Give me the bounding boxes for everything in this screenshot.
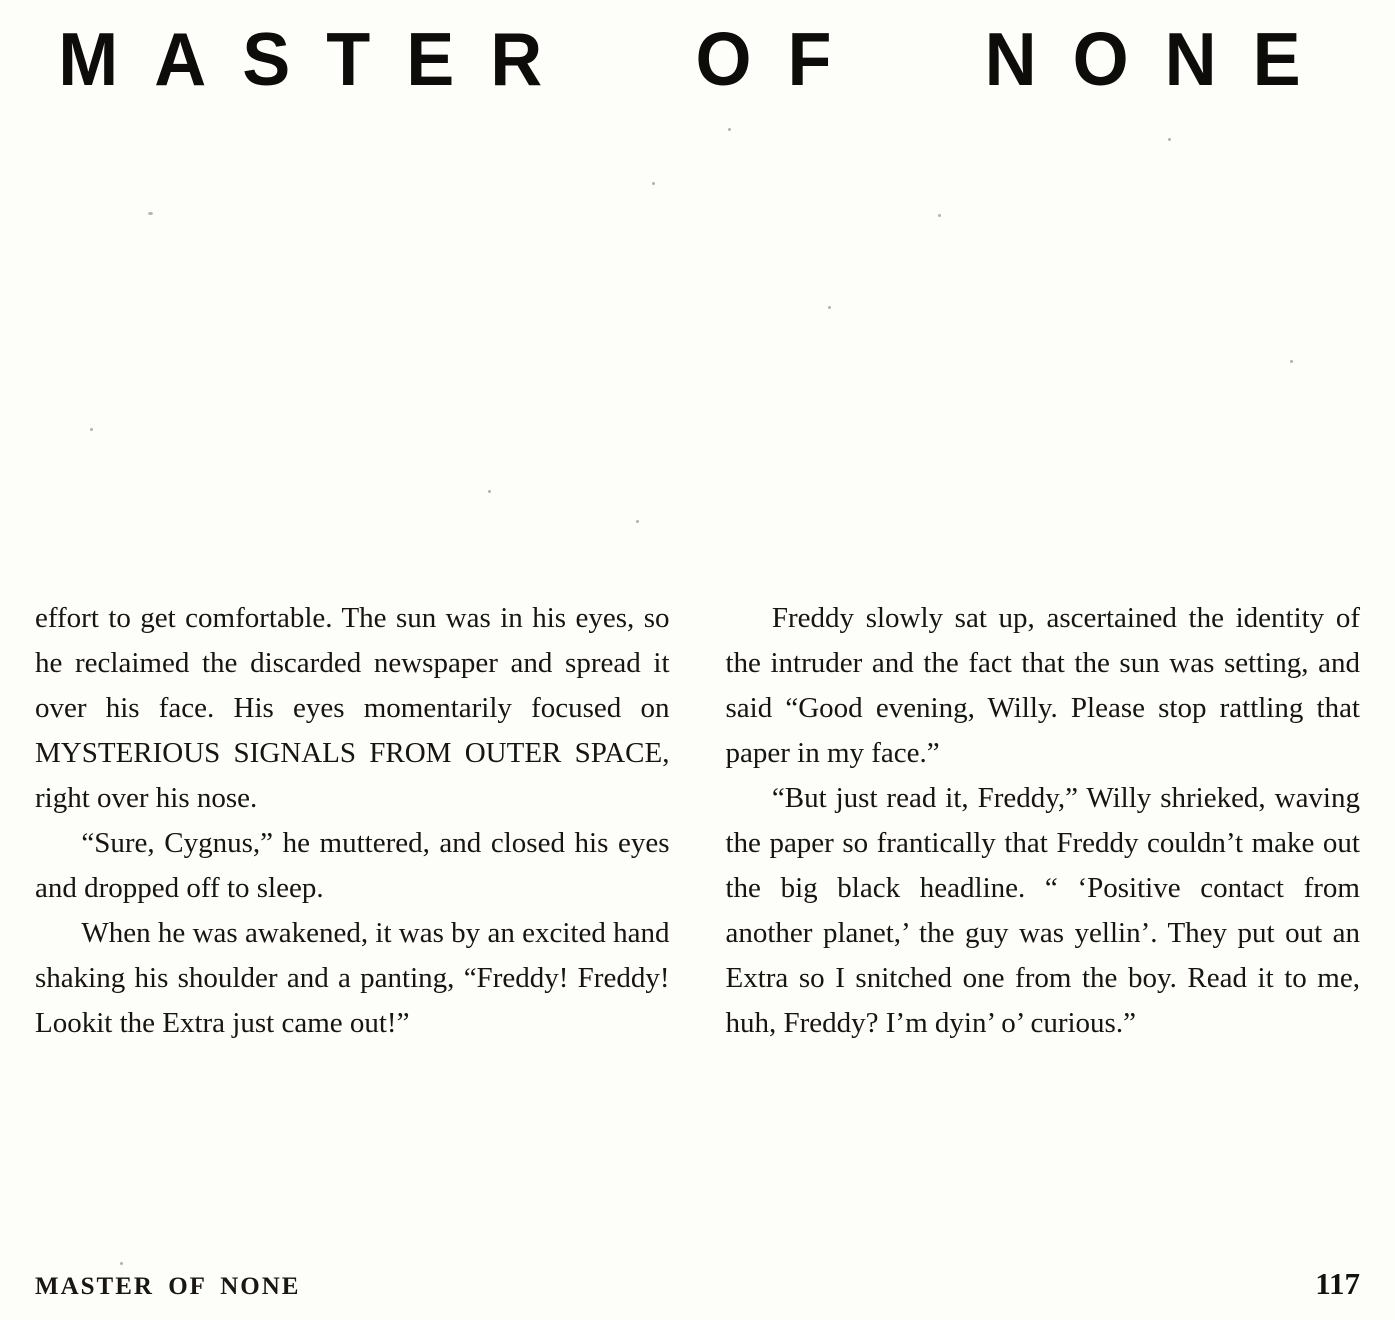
scan-speck: [728, 128, 731, 131]
scan-speck: [488, 490, 491, 493]
scan-speck: [1290, 360, 1293, 363]
running-title: MASTER OF NONE: [35, 1273, 301, 1300]
page-footer: [35, 1266, 1360, 1302]
paragraph: When he was awakened, it was by an excited hand shaking his shoulder and a panting, “Freddy! Freddy! Lookit the Extra just came out!”: [35, 917, 670, 1039]
page-number: 117: [1315, 1266, 1360, 1301]
scan-speck: [148, 212, 153, 215]
scan-speck: [90, 428, 93, 431]
scan-speck: [636, 520, 639, 523]
left-column: [35, 596, 670, 1046]
scan-speck: [938, 214, 941, 217]
paragraph: effort to get comfortable. The sun was in his eyes, so he reclaimed the discarded newspaper and spread it over his face. His eyes momentarily focused on MYSTERIOUS SIGNALS FROM OUTER SPACE, right over his nose.: [35, 602, 670, 814]
page-title: MASTER OF NONE: [58, 17, 1337, 102]
scan-speck: [120, 1262, 123, 1265]
right-column: [726, 596, 1361, 1046]
paragraph: “But just read it, Freddy,” Willy shrieked, waving the paper so frantically that Freddy couldn’t make out the big black headline. “ ‘Positive contact from another planet,’ the guy was yellin’. They put out an Extra so I snitched one from the boy. Read it to me, huh, Freddy? I’m dyin’ o’ curious.”: [725, 782, 1360, 1039]
scan-speck: [1168, 138, 1171, 141]
paragraph: “Sure, Cygnus,” he muttered, and closed his eyes and dropped off to sleep.: [35, 827, 670, 904]
scan-speck: [828, 306, 831, 309]
text-columns: [35, 596, 1360, 1046]
paragraph: Freddy slowly sat up, ascertained the identity of the intruder and the fact that the sun was setting, and said “Good evening, Willy. Please stop rattling that paper in my face.”: [725, 602, 1360, 769]
scan-speck: [652, 182, 655, 185]
